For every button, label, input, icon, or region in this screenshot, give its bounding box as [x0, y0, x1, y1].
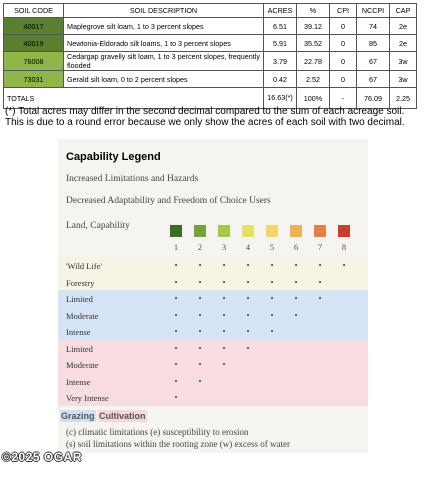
use-row-band — [58, 323, 368, 340]
header-cpi: CPI — [330, 4, 357, 18]
use-row-dot: • — [174, 343, 178, 353]
acres-cell: 3.79 — [264, 52, 297, 71]
soil-description-cell: Cedargap gravelly silt loam, 1 to 3 percent slopes, frequently flooded — [64, 52, 264, 71]
grazing-cultivation-key — [60, 411, 147, 421]
use-row-dot: • — [174, 360, 178, 369]
capability-class-number: 4 — [246, 243, 250, 252]
use-row-label: Intense — [66, 327, 91, 337]
legend-footnote-1: (c) climatic limitations (e) susceptibility to erosion — [66, 427, 249, 437]
use-row-dot: • — [198, 376, 202, 386]
use-row-dot: • — [198, 343, 202, 353]
use-row-dot: • — [246, 261, 250, 270]
soil-code-cell: 40019 — [4, 35, 64, 52]
use-row-dot: • — [270, 277, 274, 287]
use-row-dot: • — [222, 343, 226, 353]
capability-class-4-swatch — [242, 225, 254, 237]
table-row — [4, 35, 417, 52]
header-nccpi: NCCPI — [357, 4, 390, 18]
header-soil-description: SOIL DESCRIPTION — [64, 4, 264, 18]
use-row-dot: • — [222, 360, 226, 369]
copyright-watermark: ©2025 OGAR — [2, 450, 82, 464]
capability-class-number: 7 — [318, 243, 322, 252]
use-row-band — [58, 340, 368, 357]
capability-class-number: 2 — [198, 243, 202, 252]
totals-nccpi: 76.09 — [357, 88, 390, 109]
table-row — [4, 71, 417, 88]
percent-cell: 35.52 — [297, 35, 330, 52]
cap-cell: 3w — [390, 52, 417, 71]
capability-class-number: 1 — [174, 243, 178, 252]
use-row-dot: • — [174, 261, 178, 270]
use-row-label: Limited — [66, 294, 93, 304]
use-row-dot: • — [246, 294, 250, 303]
use-row-label: Very Intense — [66, 393, 109, 403]
use-row-dot: • — [222, 261, 226, 270]
cpi-cell: 0 — [330, 71, 357, 88]
totals-acres: 16.63(*) — [264, 88, 297, 109]
capability-class-number: 8 — [342, 243, 346, 252]
use-row-dot: • — [294, 277, 298, 287]
percent-cell: 2.52 — [297, 71, 330, 88]
capability-class-3-swatch — [218, 225, 230, 237]
soil-description-cell: Newtonia-Eldorado silt loams, 1 to 3 percent slopes — [64, 35, 264, 52]
capability-class-number: 6 — [294, 243, 298, 252]
use-row-dot: • — [222, 277, 226, 287]
cultivation-label: Cultivation — [99, 411, 146, 421]
use-row-dot: • — [294, 261, 298, 270]
cpi-cell: 0 — [330, 35, 357, 52]
soil-code-cell: 40017 — [4, 18, 64, 35]
totals-label: TOTALS — [4, 88, 264, 109]
nccpi-cell: 85 — [357, 35, 390, 52]
use-row-dot: • — [270, 310, 274, 320]
nccpi-cell: 74 — [357, 18, 390, 35]
capability-class-2-swatch — [194, 225, 206, 237]
use-row-dot: • — [198, 360, 202, 369]
legend-adaptability-text: Decreased Adaptability and Freedom of Choice Users — [66, 196, 271, 206]
legend-land-capability-label: Land, Capability — [66, 221, 130, 231]
acres-cell: 0.42 — [264, 71, 297, 88]
use-row-label: Moderate — [66, 360, 99, 370]
use-row-label: Moderate — [66, 310, 99, 321]
use-row-label: Limited — [66, 343, 93, 354]
table-row — [4, 52, 417, 71]
use-row-dot: • — [342, 261, 346, 270]
totals-cpi: - — [330, 88, 357, 109]
use-row-dot: • — [174, 376, 178, 386]
use-row-dot: • — [222, 310, 226, 320]
use-row-dot: • — [198, 327, 202, 336]
cap-cell: 3w — [390, 71, 417, 88]
use-row-dot: • — [246, 343, 250, 353]
use-row-label: Intense — [66, 376, 91, 387]
use-row-dot: • — [198, 310, 202, 320]
header-cap: CAP — [390, 4, 417, 18]
table-row — [4, 18, 417, 35]
use-row-dot: • — [174, 310, 178, 320]
capability-class-6-swatch — [290, 225, 302, 237]
use-row-band — [58, 307, 368, 324]
capability-class-number: 3 — [222, 243, 226, 252]
totals-percent: 100% — [297, 88, 330, 109]
use-row-dot: • — [222, 327, 226, 336]
use-row-dot: • — [246, 327, 250, 336]
acres-cell: 6.51 — [264, 18, 297, 35]
legend-title: Capability Legend — [66, 151, 161, 163]
use-row-dot: • — [270, 261, 274, 270]
nccpi-cell: 67 — [357, 52, 390, 71]
use-row-dot: • — [246, 277, 250, 287]
cpi-cell: 0 — [330, 52, 357, 71]
use-row-dot: • — [174, 327, 178, 336]
soil-table — [3, 3, 417, 109]
header-soil-code: SOIL CODE — [4, 4, 64, 18]
capability-class-7-swatch — [314, 225, 326, 237]
totals-cap: 2.25 — [390, 88, 417, 109]
use-row-dot: • — [198, 277, 202, 287]
use-row-label: Forestry — [66, 277, 95, 288]
use-row-dot: • — [270, 294, 274, 303]
use-row-dot: • — [222, 294, 226, 303]
use-row-band — [58, 356, 368, 373]
capability-class-1-swatch — [170, 225, 182, 237]
use-row-dot: • — [294, 294, 298, 303]
capability-class-8-swatch — [338, 225, 350, 237]
capability-class-5-swatch — [266, 225, 278, 237]
percent-cell: 39.12 — [297, 18, 330, 35]
use-row-dot: • — [174, 277, 178, 287]
soil-description-cell: Maplegrove silt loam, 1 to 3 percent slopes — [64, 18, 264, 35]
cpi-cell: 0 — [330, 18, 357, 35]
use-row-dot: • — [318, 261, 322, 270]
percent-cell: 22.78 — [297, 52, 330, 71]
use-row-label: 'Wild Life' — [66, 261, 103, 271]
legend-footnote-2: (s) soil limitations within the rooting zone (w) excess of water — [66, 439, 290, 449]
soil-code-cell: 76008 — [4, 52, 64, 71]
use-row-dot: • — [318, 277, 322, 287]
header-percent: % — [297, 4, 330, 18]
acres-cell: 5.91 — [264, 35, 297, 52]
use-row-dot: • — [270, 327, 274, 336]
use-row-dot: • — [174, 294, 178, 303]
use-row-dot: • — [198, 294, 202, 303]
use-row-dot: • — [198, 261, 202, 270]
use-row-dot: • — [294, 310, 298, 320]
header-acres: ACRES — [264, 4, 297, 18]
legend-limitations-text: Increased Limitations and Hazards — [66, 174, 199, 184]
use-row-band — [58, 373, 368, 390]
rounding-note: (*) Total acres may differ in the second decimal compared to the sum of each acreage soil. This is due to a round error because we only show the acres of each soil with two decimal. — [5, 106, 405, 128]
capability-class-number: 5 — [270, 243, 274, 252]
soil-description-cell: Gerald silt loam, 0 to 2 percent slopes — [64, 71, 264, 88]
use-row-dot: • — [174, 393, 178, 402]
cap-cell: 2e — [390, 35, 417, 52]
table-header-row — [4, 4, 417, 18]
grazing-label: Grazing — [61, 411, 95, 421]
soil-code-cell: 73031 — [4, 71, 64, 88]
cap-cell: 2e — [390, 18, 417, 35]
use-row-dot: • — [318, 294, 322, 303]
use-row-dot: • — [246, 310, 250, 320]
nccpi-cell: 67 — [357, 71, 390, 88]
capability-legend — [58, 139, 368, 453]
